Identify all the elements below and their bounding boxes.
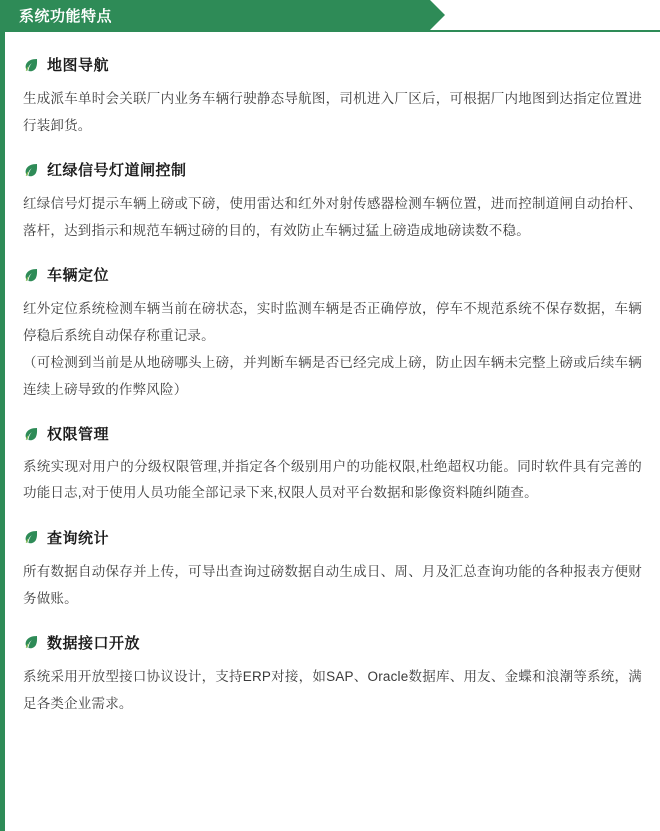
paragraph: 系统实现对用户的分级权限管理,并指定各个级别用户的功能权限,杜绝超权功能。同时软件具有完善的功能日志,对于使用人员功能全部记录下来,权限人员对平台数据和影像资料随纠随查。 — [23, 459, 642, 501]
section-body — [23, 454, 642, 507]
section-title: 红绿信号灯道闸控制 — [47, 162, 187, 179]
section-title: 权限管理 — [47, 426, 110, 443]
section-body — [23, 85, 642, 139]
section-header — [23, 423, 642, 444]
section-title: 数据接口开放 — [47, 634, 141, 652]
section-header — [23, 632, 642, 653]
section-header — [23, 527, 642, 548]
section-header — [23, 264, 642, 285]
leaf-icon — [23, 267, 39, 283]
leaf-icon — [23, 634, 39, 650]
section-title: 查询统计 — [47, 529, 110, 547]
section-body — [23, 190, 642, 244]
page-title: 系统功能特点 — [19, 7, 113, 25]
section-title: 地图导航 — [47, 57, 110, 74]
paragraph: 所有数据自动保存并上传，可导出查询过磅数据自动生成日、周、月及汇总查询功能的各种报表方便财务做账。 — [23, 563, 642, 606]
section-body — [23, 558, 642, 612]
section-map-navigation — [23, 54, 642, 139]
section-title: 车辆定位 — [47, 267, 110, 284]
header-banner — [5, 0, 430, 30]
section-traffic-light-barrier-control — [23, 159, 642, 244]
paragraph: 生成派车单时会关联厂内业务车辆行驶静态导航图，司机进入厂区后，可根据厂内地图到达指定位置进行装卸货。 — [23, 91, 642, 133]
section-body — [23, 295, 642, 403]
paragraph: （可检测到当前是从地磅哪头上磅，并判断车辆是否已经完成上磅，防止因车辆未完整上磅或后续车辆连续上磅导致的作弊风险） — [23, 355, 642, 397]
section-query-statistics — [23, 527, 642, 612]
leaf-icon — [23, 426, 39, 442]
section-body — [23, 663, 642, 717]
section-open-data-interface — [23, 632, 642, 717]
content-area — [5, 54, 660, 717]
leaf-icon — [23, 162, 39, 178]
section-permission-management — [23, 423, 642, 507]
paragraph: 红绿信号灯提示车辆上磅或下磅，使用雷达和红外对射传感器检测车辆位置，进而控制道闸自动抬杆、落杆，达到指示和规范车辆过磅的目的，有效防止车辆过猛上磅造成地磅读数不稳。 — [23, 196, 642, 238]
paragraph: 红外定位系统检测车辆当前在磅状态，实时监测车辆是否正确停放，停车不规范系统不保存数据，车辆停稳后系统自动保存称重记录。 — [23, 301, 642, 343]
section-header — [23, 159, 642, 180]
leaf-icon — [23, 57, 39, 73]
paragraph: 系统采用开放型接口协议设计，支持ERP对接，如SAP、Oracle数据库、用友、金蝶和浪潮等系统，满足各类企业需求。 — [23, 668, 642, 711]
section-header — [23, 54, 642, 75]
leaf-icon — [23, 529, 39, 545]
section-vehicle-positioning — [23, 264, 642, 403]
header-divider — [5, 30, 660, 32]
